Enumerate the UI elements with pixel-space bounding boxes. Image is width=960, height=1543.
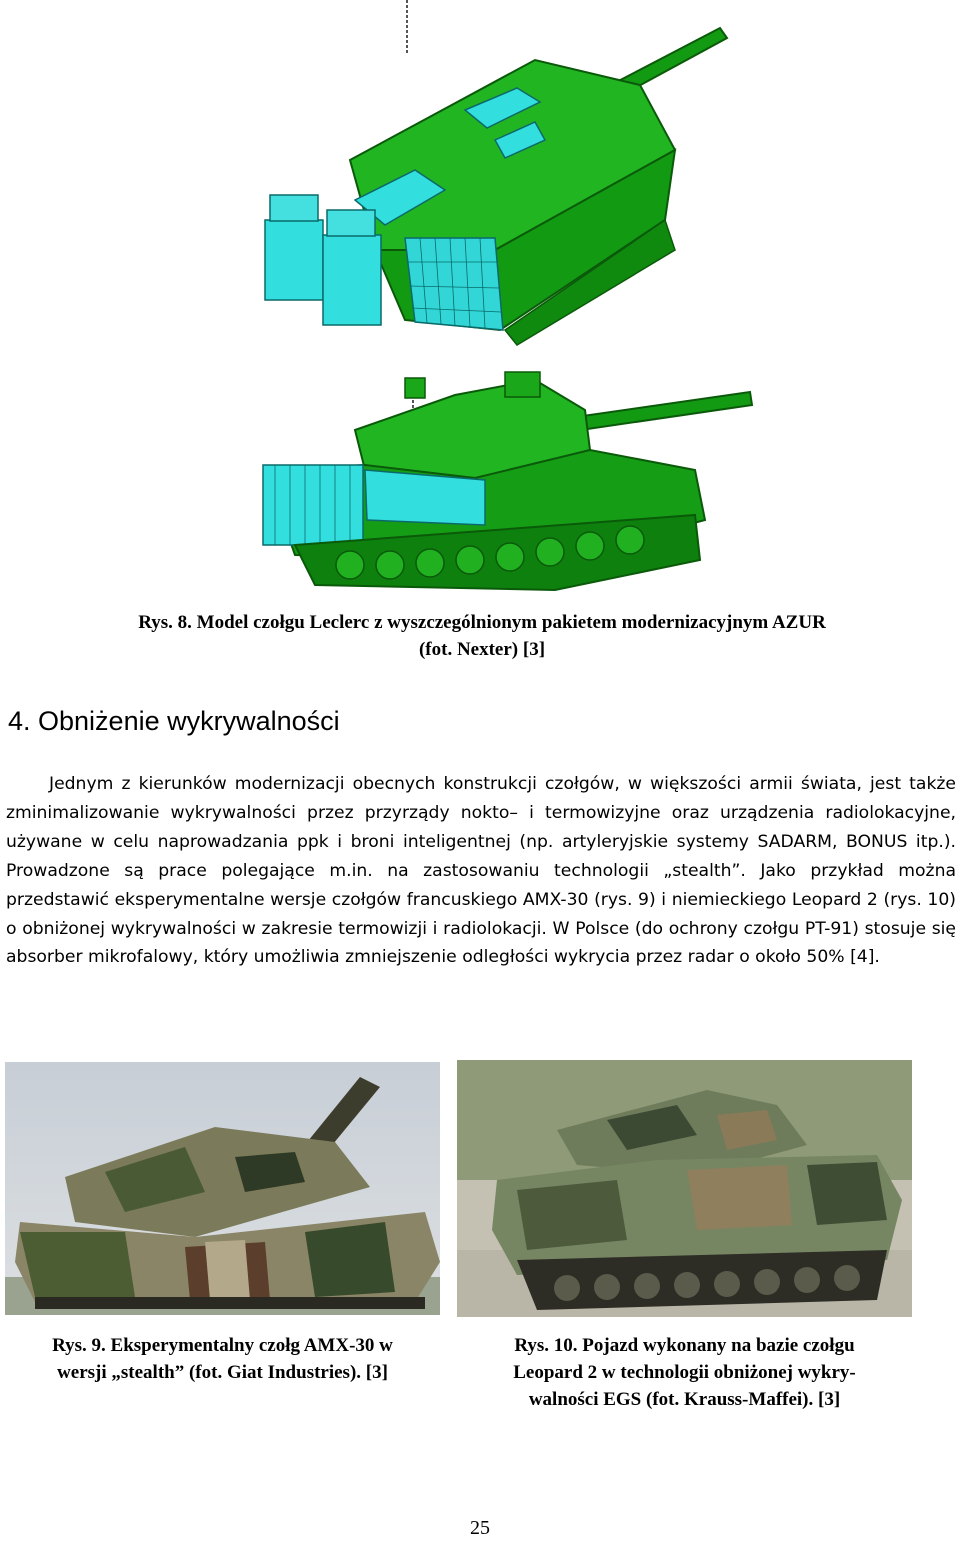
- figure-10-caption-line-1: Rys. 10. Pojazd wykonany na bazie czołgu: [514, 1335, 855, 1356]
- section-body: [6, 770, 956, 972]
- figure-10-caption: [457, 1332, 912, 1413]
- body-paragraph: Jednym z kierunków modernizacji obecnych konstrukcji czołgów, w większości armii świata, jest także zminimalizowanie wykrywalności przez przyrządy nokto– i termowizyjne oraz urządzenia radiolokacyjne, używane w celu naprowadzania ppk i broni inteligentnej (np. artyleryjskie systemy SADARM, BONUS itp.). Prowadzone są prace polegające m.in. na zastosowaniu technologii „stealth”. Jako przykład można przedstawić eksperymentalne wersje czołgów francuskiego AMX-30 (rys. 9) i niemieckiego Leopard 2 (rys. 10) o obniżonej wykrywalności w zakresie termowizji i radiolokacji. W Polsce (do ochrony czołgu PT-91) stosuje się absorber mikrofalowy, który umożliwia zmniejszenie odległości wykrycia przez radar o około 50% [4].: [6, 774, 956, 968]
- figure-10-caption-line-2: Leopard 2 w technologii obniżonej wykry-: [513, 1362, 856, 1383]
- section-heading: 4. Obniżenie wykrywalności: [8, 706, 340, 736]
- amx30-stealth-photo: [5, 1062, 440, 1315]
- figure-9-caption-line-2: wersji „stealth” (fot. Giat Industries). [3]: [57, 1362, 388, 1383]
- leopard2-egs-photo: [457, 1060, 912, 1317]
- figure-9-caption-line-1: Rys. 9. Eksperymentalny czołg AMX-30 w: [52, 1335, 393, 1356]
- figure-8-caption-line-2: (fot. Nexter) [3]: [418, 639, 546, 660]
- page-number: 25: [470, 1517, 490, 1539]
- figure-8-caption: [40, 609, 924, 663]
- figure-9-caption: [5, 1332, 440, 1386]
- leclerc-azur-model-figure: [255, 0, 760, 600]
- figure-8-caption-line-1: Rys. 8. Model czołgu Leclerc z wyszczególnionym pakietem modernizacyjnym AZUR: [138, 612, 826, 633]
- figure-10-caption-line-3: walności EGS (fot. Krauss-Maffei). [3]: [528, 1389, 841, 1410]
